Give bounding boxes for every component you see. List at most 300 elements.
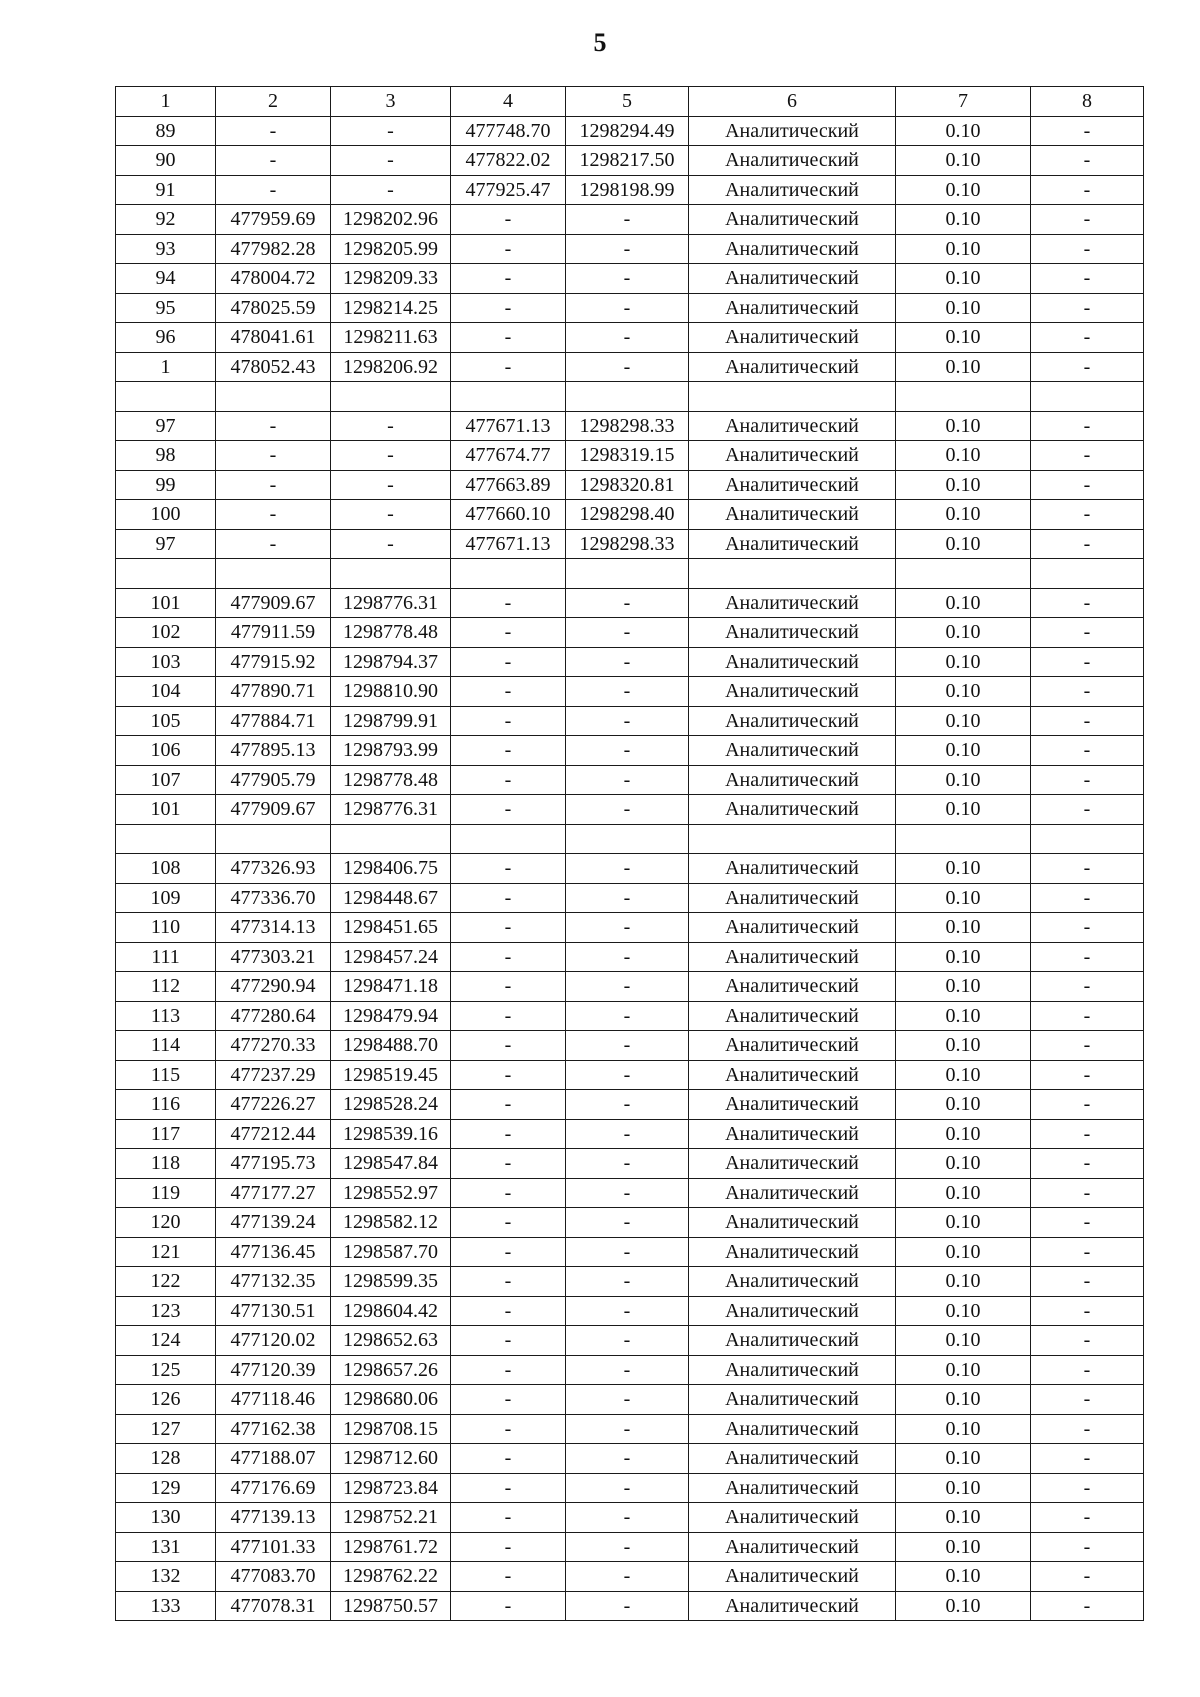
table-cell: 477822.02 — [451, 146, 566, 176]
table-cell: Аналитический — [689, 942, 896, 972]
table-cell: 102 — [116, 618, 216, 648]
table-cell: 90 — [116, 146, 216, 176]
table-cell: Аналитический — [689, 883, 896, 913]
table-cell: 0.10 — [896, 1444, 1031, 1474]
table-cell — [451, 559, 566, 589]
table-cell: 1298519.45 — [331, 1060, 451, 1090]
table-cell: 0.10 — [896, 1355, 1031, 1385]
table-cell: 1298471.18 — [331, 972, 451, 1002]
table-cell: - — [1031, 323, 1144, 353]
table-cell: - — [451, 1444, 566, 1474]
table-cell: 477118.46 — [216, 1385, 331, 1415]
table-cell: - — [1031, 470, 1144, 500]
table-cell: 477176.69 — [216, 1473, 331, 1503]
table-cell: 477237.29 — [216, 1060, 331, 1090]
table-cell: Аналитический — [689, 588, 896, 618]
table-cell — [566, 559, 689, 589]
table-cell: Аналитический — [689, 116, 896, 146]
table-cell: Аналитический — [689, 1237, 896, 1267]
table-cell: - — [331, 411, 451, 441]
table-cell: - — [566, 1031, 689, 1061]
table-cell: - — [566, 1060, 689, 1090]
table-cell: Аналитический — [689, 1355, 896, 1385]
table-cell: 1298448.67 — [331, 883, 451, 913]
table-cell: 477982.28 — [216, 234, 331, 264]
table-row — [116, 795, 1144, 825]
table-cell: - — [451, 618, 566, 648]
table-cell: - — [566, 677, 689, 707]
table-cell: - — [1031, 411, 1144, 441]
table-cell: - — [566, 1355, 689, 1385]
table-cell: - — [451, 1326, 566, 1356]
table-cell: Аналитический — [689, 677, 896, 707]
table-cell: - — [451, 205, 566, 235]
table-cell: Аналитический — [689, 264, 896, 294]
table-cell — [216, 824, 331, 854]
table-row — [116, 854, 1144, 884]
table-cell: - — [566, 1532, 689, 1562]
table-row — [116, 765, 1144, 795]
table-cell: - — [1031, 441, 1144, 471]
table-cell: - — [451, 647, 566, 677]
table-cell: - — [1031, 1326, 1144, 1356]
table-row — [116, 1326, 1144, 1356]
table-cell: 1298457.24 — [331, 942, 451, 972]
table-cell: 1298206.92 — [331, 352, 451, 382]
column-header-6: 6 — [689, 87, 896, 117]
table-cell: - — [451, 1355, 566, 1385]
table-cell: 477290.94 — [216, 972, 331, 1002]
table-cell: - — [1031, 1178, 1144, 1208]
table-cell: 117 — [116, 1119, 216, 1149]
table-cell: - — [566, 588, 689, 618]
table-cell: Аналитический — [689, 1001, 896, 1031]
table-cell — [896, 382, 1031, 412]
table-cell: 1298680.06 — [331, 1385, 451, 1415]
table-cell: - — [1031, 529, 1144, 559]
table-cell: 477909.67 — [216, 588, 331, 618]
table-cell: 0.10 — [896, 1267, 1031, 1297]
table-cell: - — [451, 765, 566, 795]
table-cell: - — [566, 323, 689, 353]
table-cell: 0.10 — [896, 1208, 1031, 1238]
table-cell: - — [566, 883, 689, 913]
table-cell: 1298552.97 — [331, 1178, 451, 1208]
table-cell: - — [566, 264, 689, 294]
table-cell: 477212.44 — [216, 1119, 331, 1149]
table-cell: 121 — [116, 1237, 216, 1267]
table-row — [116, 913, 1144, 943]
table-cell: 477925.47 — [451, 175, 566, 205]
table-cell: 478052.43 — [216, 352, 331, 382]
separator-row — [116, 559, 1144, 589]
table-cell: 0.10 — [896, 264, 1031, 294]
table-cell: 100 — [116, 500, 216, 530]
table-row — [116, 352, 1144, 382]
table-cell: - — [1031, 1473, 1144, 1503]
table-cell: 0.10 — [896, 1414, 1031, 1444]
table-cell: - — [216, 146, 331, 176]
table-cell: 0.10 — [896, 1532, 1031, 1562]
table-cell: 477911.59 — [216, 618, 331, 648]
table-cell: Аналитический — [689, 795, 896, 825]
table-row — [116, 146, 1144, 176]
table-cell — [331, 559, 451, 589]
table-cell: 0.10 — [896, 234, 1031, 264]
table-cell: - — [566, 1562, 689, 1592]
coordinates-table — [115, 86, 1144, 1621]
table-row — [116, 1591, 1144, 1621]
table-cell: 0.10 — [896, 1473, 1031, 1503]
table-cell: - — [451, 913, 566, 943]
table-cell — [689, 382, 896, 412]
table-cell: - — [451, 588, 566, 618]
table-cell: - — [566, 234, 689, 264]
table-cell: 477303.21 — [216, 942, 331, 972]
table-row — [116, 1267, 1144, 1297]
table-row — [116, 529, 1144, 559]
table-cell: 477959.69 — [216, 205, 331, 235]
table-cell: - — [566, 1237, 689, 1267]
table-cell: 477890.71 — [216, 677, 331, 707]
table-cell: 125 — [116, 1355, 216, 1385]
table-cell: Аналитический — [689, 1591, 896, 1621]
table-cell: 477660.10 — [451, 500, 566, 530]
table-cell: 0.10 — [896, 913, 1031, 943]
table-cell: 477336.70 — [216, 883, 331, 913]
table-cell: - — [451, 1119, 566, 1149]
table-cell: 112 — [116, 972, 216, 1002]
table-cell: 0.10 — [896, 1090, 1031, 1120]
table-cell: 1298539.16 — [331, 1119, 451, 1149]
table-cell: - — [566, 795, 689, 825]
table-cell: 0.10 — [896, 175, 1031, 205]
table-cell: 1298604.42 — [331, 1296, 451, 1326]
table-cell: Аналитический — [689, 972, 896, 1002]
table-cell: 133 — [116, 1591, 216, 1621]
table-cell: Аналитический — [689, 146, 896, 176]
table-cell: - — [451, 854, 566, 884]
table-row — [116, 677, 1144, 707]
table-cell: 0.10 — [896, 1385, 1031, 1415]
table-cell: 99 — [116, 470, 216, 500]
table-cell: 0.10 — [896, 1503, 1031, 1533]
table-row — [116, 411, 1144, 441]
table-cell: 101 — [116, 795, 216, 825]
table-cell: - — [1031, 1532, 1144, 1562]
table-cell: 0.10 — [896, 146, 1031, 176]
table-cell — [566, 382, 689, 412]
table-cell: - — [1031, 854, 1144, 884]
table-cell: Аналитический — [689, 913, 896, 943]
table-cell: 0.10 — [896, 293, 1031, 323]
table-cell: - — [566, 854, 689, 884]
table-cell: 116 — [116, 1090, 216, 1120]
table-cell — [331, 382, 451, 412]
table-cell: Аналитический — [689, 1503, 896, 1533]
column-header-3: 3 — [331, 87, 451, 117]
table-cell — [896, 824, 1031, 854]
table-row — [116, 618, 1144, 648]
table-cell: - — [566, 913, 689, 943]
table-row — [116, 323, 1144, 353]
table-cell: - — [566, 1001, 689, 1031]
table-cell: 1298209.33 — [331, 264, 451, 294]
table-cell — [116, 824, 216, 854]
table-cell: 477663.89 — [451, 470, 566, 500]
table-cell: - — [566, 352, 689, 382]
table-row — [116, 1060, 1144, 1090]
table-cell: 1298657.26 — [331, 1355, 451, 1385]
table-cell: - — [1031, 647, 1144, 677]
table-cell — [116, 382, 216, 412]
table-cell: Аналитический — [689, 175, 896, 205]
table-cell: 478025.59 — [216, 293, 331, 323]
table-cell: - — [566, 1119, 689, 1149]
column-header-4: 4 — [451, 87, 566, 117]
table-cell: - — [566, 1149, 689, 1179]
table-cell: - — [566, 972, 689, 1002]
table-cell: 1298761.72 — [331, 1532, 451, 1562]
table-cell: - — [216, 470, 331, 500]
table-cell: 1298794.37 — [331, 647, 451, 677]
table-cell: - — [566, 736, 689, 766]
table-cell: Аналитический — [689, 1444, 896, 1474]
table-cell: Аналитический — [689, 293, 896, 323]
table-cell: Аналитический — [689, 1296, 896, 1326]
table-cell: - — [1031, 1385, 1144, 1415]
table-cell: - — [566, 1385, 689, 1415]
table-cell: Аналитический — [689, 1267, 896, 1297]
table-cell: - — [566, 618, 689, 648]
table-cell: Аналитический — [689, 470, 896, 500]
table-cell: 477188.07 — [216, 1444, 331, 1474]
table-row — [116, 972, 1144, 1002]
table-cell: - — [1031, 1503, 1144, 1533]
table-cell: 1298776.31 — [331, 795, 451, 825]
table-row — [116, 500, 1144, 530]
table-cell: Аналитический — [689, 1119, 896, 1149]
table-cell: 477314.13 — [216, 913, 331, 943]
table-cell: 107 — [116, 765, 216, 795]
table-cell: 1298599.35 — [331, 1267, 451, 1297]
table-cell: - — [566, 1296, 689, 1326]
table-cell: - — [1031, 1090, 1144, 1120]
table-cell: 0.10 — [896, 883, 1031, 913]
table-cell: 477136.45 — [216, 1237, 331, 1267]
table-cell: - — [1031, 352, 1144, 382]
table-cell — [896, 559, 1031, 589]
table-cell: - — [566, 942, 689, 972]
table-cell: Аналитический — [689, 1090, 896, 1120]
table-cell: Аналитический — [689, 618, 896, 648]
table-cell: 0.10 — [896, 706, 1031, 736]
table-cell: 1298752.21 — [331, 1503, 451, 1533]
table-cell: - — [566, 1503, 689, 1533]
table-cell: - — [331, 529, 451, 559]
table-cell: - — [216, 500, 331, 530]
table-cell: 0.10 — [896, 352, 1031, 382]
table-cell: - — [451, 883, 566, 913]
table-cell: 477280.64 — [216, 1001, 331, 1031]
table-cell: - — [331, 146, 451, 176]
separator-row — [116, 382, 1144, 412]
table-cell: Аналитический — [689, 352, 896, 382]
table-cell: - — [331, 116, 451, 146]
table-row — [116, 1031, 1144, 1061]
table-row — [116, 1119, 1144, 1149]
table-cell: - — [1031, 500, 1144, 530]
table-cell: - — [1031, 795, 1144, 825]
table-cell: - — [1031, 765, 1144, 795]
table-cell: Аналитический — [689, 1385, 896, 1415]
table-cell: Аналитический — [689, 1326, 896, 1356]
table-cell: 0.10 — [896, 1326, 1031, 1356]
table-cell: 1298479.94 — [331, 1001, 451, 1031]
table-cell: - — [1031, 1591, 1144, 1621]
table-row — [116, 883, 1144, 913]
table-cell: 0.10 — [896, 529, 1031, 559]
table-cell — [1031, 382, 1144, 412]
table-cell: 1298778.48 — [331, 765, 451, 795]
table-cell: 1298528.24 — [331, 1090, 451, 1120]
table-cell: 131 — [116, 1532, 216, 1562]
table-cell: 114 — [116, 1031, 216, 1061]
table-cell: Аналитический — [689, 205, 896, 235]
table-cell: Аналитический — [689, 1178, 896, 1208]
table-cell: - — [1031, 706, 1144, 736]
table-cell: 477195.73 — [216, 1149, 331, 1179]
table-cell: - — [331, 441, 451, 471]
table-row — [116, 1090, 1144, 1120]
table-cell: 477226.27 — [216, 1090, 331, 1120]
table-cell: - — [451, 1562, 566, 1592]
table-cell: 1298320.81 — [566, 470, 689, 500]
table-cell: 0.10 — [896, 1591, 1031, 1621]
table-cell: 1298294.49 — [566, 116, 689, 146]
table-cell: 1298712.60 — [331, 1444, 451, 1474]
table-cell: Аналитический — [689, 500, 896, 530]
table-cell: - — [566, 706, 689, 736]
table-cell: 477101.33 — [216, 1532, 331, 1562]
table-cell: - — [1031, 1562, 1144, 1592]
table-cell: 104 — [116, 677, 216, 707]
table-cell: 477120.02 — [216, 1326, 331, 1356]
table-cell: - — [451, 234, 566, 264]
table-cell: - — [451, 1237, 566, 1267]
table-cell: - — [451, 1267, 566, 1297]
table-row — [116, 1296, 1144, 1326]
table-cell: - — [1031, 234, 1144, 264]
table-cell: 477671.13 — [451, 411, 566, 441]
table-cell: 1298198.99 — [566, 175, 689, 205]
table-cell: Аналитический — [689, 411, 896, 441]
table-cell: 0.10 — [896, 1296, 1031, 1326]
table-cell: Аналитический — [689, 736, 896, 766]
table-cell: 109 — [116, 883, 216, 913]
table-cell: 1298298.33 — [566, 529, 689, 559]
table-cell: 1298582.12 — [331, 1208, 451, 1238]
table-cell — [1031, 824, 1144, 854]
table-cell: 95 — [116, 293, 216, 323]
table-cell: - — [451, 1473, 566, 1503]
table-cell: - — [451, 1031, 566, 1061]
table-cell: 477915.92 — [216, 647, 331, 677]
table-cell: Аналитический — [689, 1562, 896, 1592]
table-cell: 132 — [116, 1562, 216, 1592]
table-cell: - — [1031, 1355, 1144, 1385]
table-cell: - — [566, 1208, 689, 1238]
table-cell: 477177.27 — [216, 1178, 331, 1208]
table-row — [116, 1208, 1144, 1238]
table-cell: 0.10 — [896, 1060, 1031, 1090]
table-cell: 1298217.50 — [566, 146, 689, 176]
column-header-2: 2 — [216, 87, 331, 117]
table-cell: - — [451, 1001, 566, 1031]
table-cell: - — [1031, 146, 1144, 176]
table-cell: - — [1031, 1237, 1144, 1267]
table-cell: 98 — [116, 441, 216, 471]
table-cell: - — [451, 1414, 566, 1444]
table-cell: 0.10 — [896, 677, 1031, 707]
table-cell: 477120.39 — [216, 1355, 331, 1385]
table-row — [116, 293, 1144, 323]
table-cell: 1298319.15 — [566, 441, 689, 471]
table-cell: 130 — [116, 1503, 216, 1533]
table-row — [116, 1355, 1144, 1385]
table-cell: 93 — [116, 234, 216, 264]
table-cell: - — [1031, 913, 1144, 943]
table-cell: 115 — [116, 1060, 216, 1090]
table-cell: - — [1031, 1119, 1144, 1149]
table-cell: - — [451, 293, 566, 323]
table-row — [116, 175, 1144, 205]
table-cell: 477884.71 — [216, 706, 331, 736]
table-cell: - — [451, 352, 566, 382]
table-cell: - — [1031, 293, 1144, 323]
table-cell: - — [566, 1267, 689, 1297]
table-cell: - — [1031, 1296, 1144, 1326]
table-row — [116, 1385, 1144, 1415]
table-cell: - — [1031, 972, 1144, 1002]
table-cell: - — [1031, 1414, 1144, 1444]
table-cell: 477671.13 — [451, 529, 566, 559]
table-cell: 0.10 — [896, 470, 1031, 500]
table-cell: 477674.77 — [451, 441, 566, 471]
table-row — [116, 205, 1144, 235]
table-cell: 1298488.70 — [331, 1031, 451, 1061]
table-row — [116, 1532, 1144, 1562]
table-cell: - — [1031, 1444, 1144, 1474]
table-row — [116, 1414, 1144, 1444]
table-cell: 1298406.75 — [331, 854, 451, 884]
table-cell: - — [1031, 1149, 1144, 1179]
table-cell: 477909.67 — [216, 795, 331, 825]
column-header-8: 8 — [1031, 87, 1144, 117]
table-cell: - — [1031, 942, 1144, 972]
table-cell: 89 — [116, 116, 216, 146]
table-cell — [451, 382, 566, 412]
table-cell: Аналитический — [689, 1208, 896, 1238]
table-cell — [331, 824, 451, 854]
table-cell: - — [451, 1149, 566, 1179]
table-cell: Аналитический — [689, 529, 896, 559]
table-row — [116, 942, 1144, 972]
table-cell — [216, 559, 331, 589]
table-row — [116, 1001, 1144, 1031]
table-cell: - — [1031, 175, 1144, 205]
table-cell: 0.10 — [896, 323, 1031, 353]
